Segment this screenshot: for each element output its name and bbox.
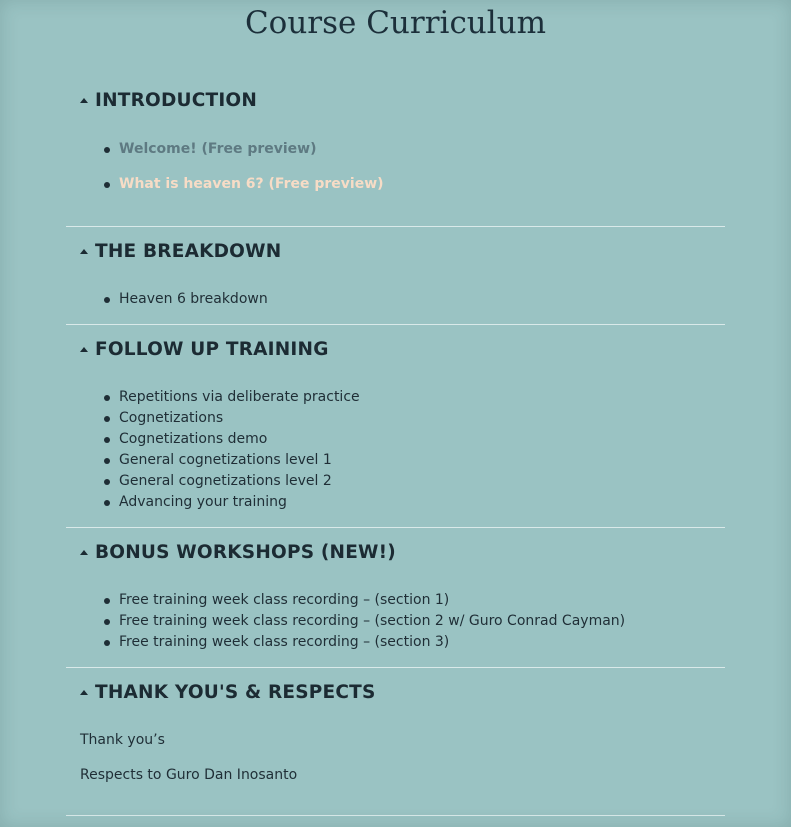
lesson-link[interactable]: General cognetizations level 2	[66, 471, 725, 492]
lesson-list	[66, 576, 725, 653]
lesson-link[interactable]: Free training week class recording – (section 1)	[66, 590, 725, 611]
lesson-link-what-is-heaven-6[interactable]: What is heaven 6? (Free preview)	[66, 174, 725, 209]
lesson-link[interactable]: Repetitions via deliberate practice	[66, 387, 725, 408]
note-text: Respects to Guro Dan Inosanto	[80, 767, 298, 783]
section-bonus-workshops	[66, 528, 725, 668]
lesson-link[interactable]: Cognetizations	[66, 408, 725, 429]
lesson-link[interactable]: Advancing your training	[66, 492, 725, 513]
lesson-link[interactable]: Heaven 6 breakdown	[66, 289, 725, 310]
section-introduction	[66, 76, 725, 227]
lesson-link[interactable]: Free training week class recording – (section 3)	[66, 632, 725, 653]
section-header-thank-yous-respects[interactable]	[66, 668, 725, 716]
caret-up-icon	[80, 690, 88, 695]
caret-up-icon	[80, 550, 88, 555]
lesson-list	[66, 124, 725, 209]
caret-up-icon	[80, 98, 88, 103]
lesson-link[interactable]: General cognetizations level 1	[66, 450, 725, 471]
section-header-bonus-workshops[interactable]	[66, 528, 725, 576]
page-title: Course Curriculum	[244, 5, 547, 41]
section-title: THE BREAKDOWN	[95, 240, 282, 262]
lesson-link-welcome[interactable]: Welcome! (Free preview)	[66, 139, 725, 174]
section-thank-yous-respects	[66, 668, 725, 816]
lesson-link[interactable]: Free training week class recording – (section 2 w/ Guro Conrad Cayman)	[66, 611, 725, 632]
section-the-breakdown	[66, 227, 725, 325]
section-title: FOLLOW UP TRAINING	[95, 338, 329, 360]
section-header-introduction[interactable]	[66, 76, 725, 124]
section-notes	[66, 716, 725, 800]
section-title: BONUS WORKSHOPS (NEW!)	[95, 541, 396, 563]
section-header-follow-up-training[interactable]	[66, 325, 725, 373]
caret-up-icon	[80, 347, 88, 352]
lesson-list	[66, 275, 725, 310]
curriculum-accordion	[66, 76, 725, 816]
lesson-list	[66, 373, 725, 513]
section-title: INTRODUCTION	[95, 89, 258, 111]
section-title: THANK YOU'S & RESPECTS	[95, 681, 376, 703]
lesson-link[interactable]: Cognetizations demo	[66, 429, 725, 450]
note-text: Thank you’s	[80, 732, 165, 748]
section-header-the-breakdown[interactable]	[66, 227, 725, 275]
caret-up-icon	[80, 249, 88, 254]
section-follow-up-training	[66, 325, 725, 528]
